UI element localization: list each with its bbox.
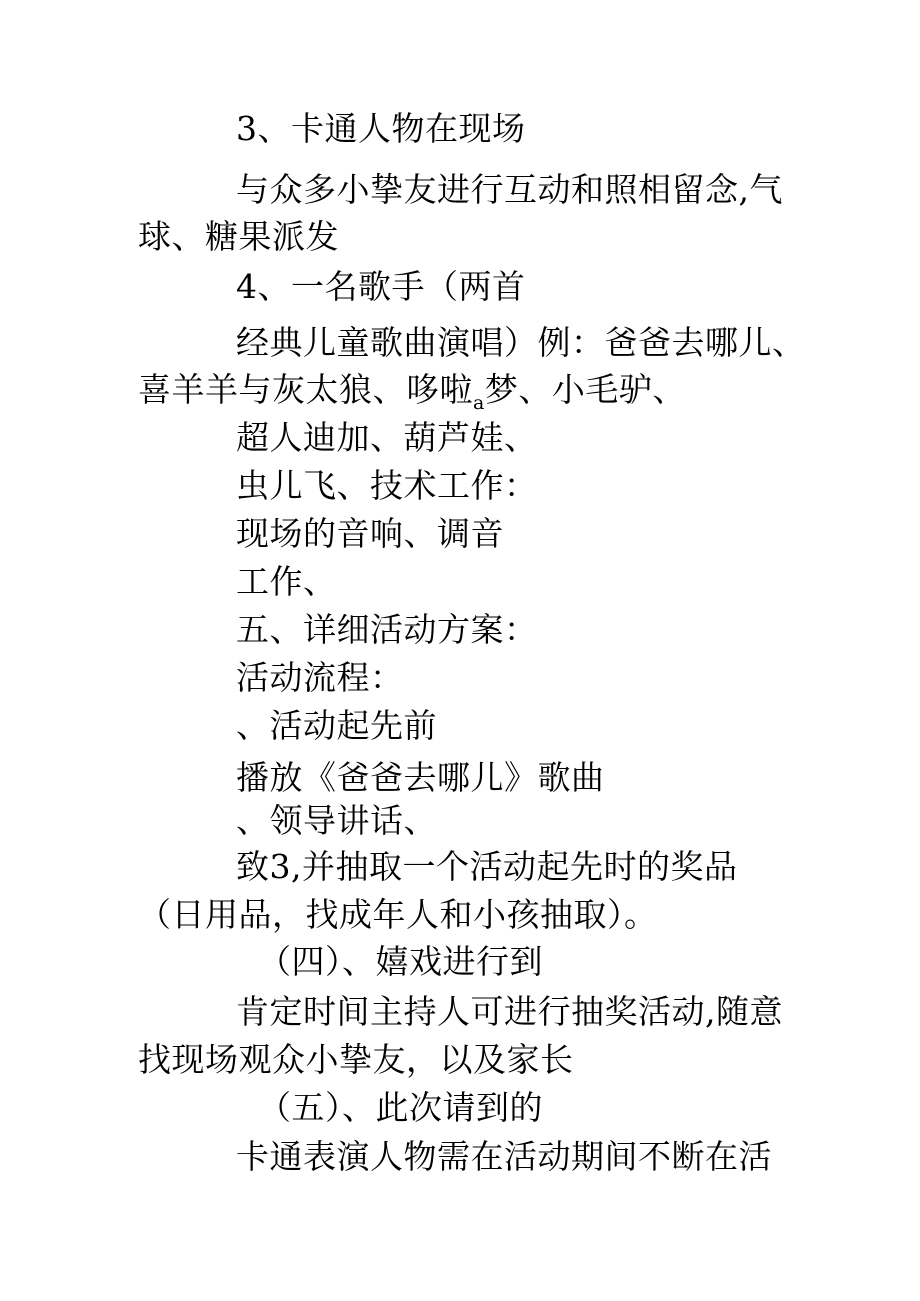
text-line: 3、卡通人物在现场 — [236, 109, 526, 148]
text-line: 、活动起先前 — [236, 706, 437, 745]
text-line: 五、详细活动方案： — [236, 610, 538, 649]
text-line: 活动流程： — [236, 658, 404, 697]
text-line: 现场的音响、调音 — [236, 514, 504, 553]
text-line: （四）、嬉戏进行到 — [258, 942, 543, 981]
text-line: 、领导讲话、 — [236, 801, 437, 840]
text-line: 球、糖果派发 — [138, 217, 339, 256]
subscript-letter: a — [473, 392, 485, 414]
text-line: 与众多小挚友进行互动和照相留念,气 — [236, 170, 783, 209]
text-line: 超人迪加、葫芦娃、 — [236, 418, 538, 457]
text-line: （五）、此次请到的 — [258, 1088, 543, 1127]
text-line: 虫儿飞、技术工作： — [236, 466, 538, 505]
text-line: 播放《爸爸去哪儿》歌曲 — [236, 758, 605, 797]
text-line: 找现场观众小挚友，以及家长 — [138, 1040, 574, 1079]
text-line: 卡通表演人物需在活动期间不断在活 — [236, 1137, 772, 1176]
text-line — [138, 370, 686, 415]
text-line: 致3,并抽取一个活动起先时的奖品 — [236, 847, 738, 886]
text-segment: 喜羊羊与灰太狼、哆啦 — [138, 370, 473, 409]
text-segment: 梦、小毛驴、 — [484, 370, 686, 409]
text-line: 4、一名歌手（两首 — [236, 267, 526, 306]
text-line: 经典儿童歌曲演唱）例：爸爸去哪儿、 — [236, 323, 806, 362]
text-line: 工作、 — [236, 562, 337, 601]
text-line: 肯定时间主持人可进行抽奖活动,随意 — [236, 992, 783, 1031]
text-line: （日用品，找成年人和小孩抽取）。 — [138, 895, 658, 934]
